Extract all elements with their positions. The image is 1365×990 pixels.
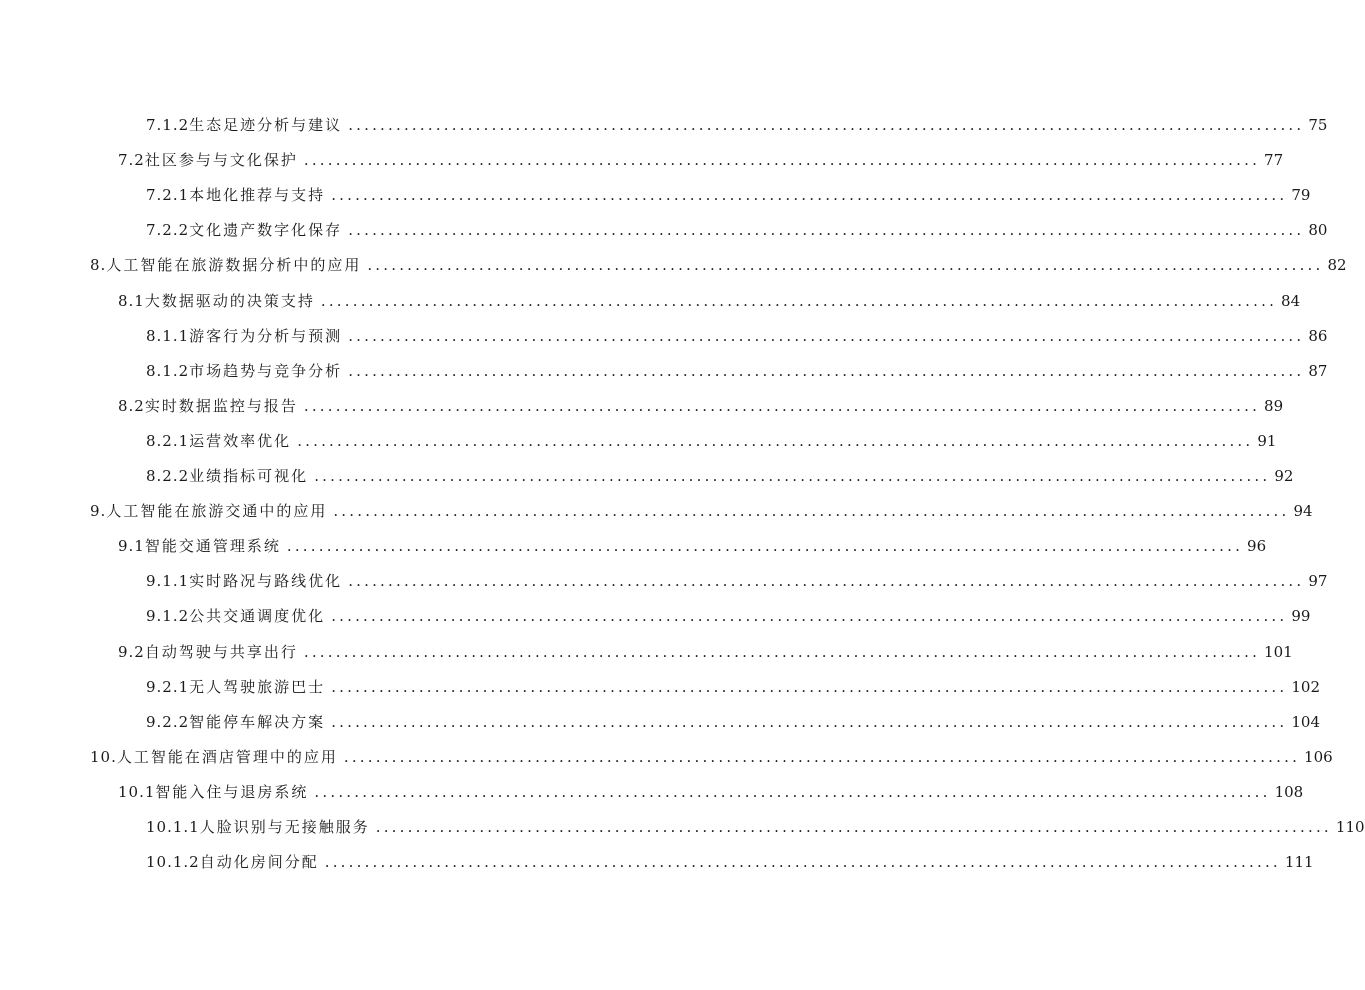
dot-leader: ........................................................................................................................ [286, 537, 1244, 556]
toc-entry-page-number: 108 [1274, 782, 1304, 801]
toc-entry-title: 智能交通管理系统 [144, 537, 281, 556]
dot-leader: ........................................................................................................................ [333, 502, 1290, 521]
toc-entry-title: 实时数据监控与报告 [144, 396, 298, 415]
toc-entry-number: 7.1.2 [146, 116, 190, 134]
toc-entry[interactable] [118, 642, 1293, 662]
toc-entry-page-number: 91 [1257, 431, 1277, 450]
toc-entry[interactable] [146, 712, 1320, 732]
toc-entry[interactable] [146, 220, 1328, 240]
dot-leader: ........................................................................................................................ [331, 677, 1288, 696]
toc-entry-title: 本地化推荐与支持 [189, 186, 326, 205]
toc-entry[interactable] [146, 431, 1277, 451]
toc-entry-page-number: 99 [1291, 607, 1311, 626]
toc-entry[interactable] [146, 606, 1311, 626]
toc-entry[interactable] [118, 782, 1304, 802]
toc-entry-page-number: 77 [1264, 151, 1284, 170]
dot-leader: ........................................................................................................................ [297, 431, 1254, 450]
toc-entry[interactable] [146, 326, 1328, 346]
toc-entry-number: 8.1.1 [146, 326, 190, 345]
toc-entry-number: 9.2 [118, 642, 145, 661]
toc-entry[interactable] [118, 291, 1301, 311]
toc-entry-page-number: 101 [1264, 642, 1293, 661]
dot-leader: ........................................................................................................................ [348, 572, 1305, 591]
toc-entry-number: 8. [90, 256, 107, 275]
toc-entry[interactable] [118, 396, 1284, 416]
toc-entry-page-number: 106 [1304, 747, 1333, 766]
toc-entry[interactable] [90, 255, 1347, 275]
toc-entry-title: 运营效率优化 [189, 431, 292, 450]
toc-entry-number: 9.1.1 [146, 572, 190, 591]
toc-entry-page-number: 82 [1327, 256, 1347, 275]
toc-entry-page-number: 92 [1274, 467, 1294, 485]
dot-leader: ........................................................................................................................ [348, 326, 1305, 345]
toc-entry-title: 生态足迹分析与建议 [189, 116, 343, 134]
toc-entry-title: 自动驾驶与共享出行 [144, 642, 298, 661]
dot-leader: ........................................................................................................................ [331, 186, 1288, 205]
toc-entry-number: 9. [90, 502, 107, 521]
toc-entry-title: 游客行为分析与预测 [189, 326, 343, 345]
toc-entry-number: 8.1.2 [146, 361, 190, 380]
toc-entry-title: 大数据驱动的决策支持 [144, 291, 315, 310]
dot-leader: ........................................................................................................................ [303, 396, 1261, 415]
dot-leader: ........................................................................................................................ [348, 361, 1305, 380]
toc-entry-title: 人脸识别与无接触服务 [199, 818, 370, 836]
toc-entry-number: 10. [90, 747, 117, 766]
toc-entry-page-number: 97 [1308, 572, 1328, 591]
toc-entry-number: 9.2.1 [146, 677, 190, 696]
toc-entry[interactable] [118, 150, 1284, 170]
toc-entry-page-number: 96 [1247, 537, 1267, 556]
toc-entry-title: 社区参与与文化保护 [144, 151, 298, 170]
toc-entry-number: 8.2.2 [146, 467, 190, 485]
toc-entry[interactable] [146, 185, 1311, 205]
toc-entry-number: 8.2 [118, 396, 145, 415]
toc-entry-title: 智能停车解决方案 [189, 712, 326, 731]
toc-entry-title: 无人驾驶旅游巴士 [189, 677, 326, 696]
toc-entry-title: 实时路况与路线优化 [189, 572, 343, 591]
toc-entry-title: 文化遗产数字化保存 [189, 221, 343, 240]
toc-entry[interactable] [146, 361, 1328, 381]
toc-entry-number: 10.1 [118, 782, 156, 801]
toc-entry-number: 9.1 [118, 537, 145, 556]
toc-entry-number: 9.1.2 [146, 607, 190, 626]
toc-entry-title: 公共交通调度优化 [189, 607, 326, 626]
dot-leader: ........................................................................................................................ [331, 712, 1288, 731]
toc-entry-page-number: 84 [1281, 291, 1301, 310]
toc-entry[interactable] [146, 852, 1314, 872]
dot-leader: ........................................................................................................................ [343, 747, 1301, 766]
dot-leader: ........................................................................................................................ [314, 467, 1271, 485]
toc-entry-page-number: 86 [1308, 326, 1328, 345]
dot-leader: ........................................................................................................................ [331, 607, 1288, 626]
toc-entry-page-number: 111 [1284, 853, 1314, 872]
toc-entry-title: 市场趋势与竞争分析 [189, 361, 343, 380]
toc-entry[interactable] [90, 501, 1313, 521]
dot-leader: ........................................................................................................................ [303, 151, 1261, 170]
toc-entry-page-number: 87 [1308, 361, 1328, 380]
toc-entry[interactable] [146, 677, 1320, 697]
toc-entry-title: 人工智能在酒店管理中的应用 [116, 747, 338, 766]
toc-entry[interactable] [118, 536, 1267, 556]
toc-entry-number: 8.2.1 [146, 431, 190, 450]
toc-entry-page-number: 75 [1308, 116, 1328, 134]
toc-entry-number: 10.1.2 [146, 853, 200, 872]
toc-entry-number: 10.1.1 [146, 818, 200, 836]
dot-leader: ........................................................................................................................ [367, 256, 1324, 275]
dot-leader: ........................................................................................................................ [324, 853, 1281, 872]
toc-entry-title: 人工智能在旅游交通中的应用 [106, 502, 328, 521]
toc-entry-number: 7.2.1 [146, 186, 190, 205]
toc-entry-number: 7.2.2 [146, 221, 190, 240]
dot-leader: ........................................................................................................................ [348, 116, 1305, 134]
toc-entry-page-number: 94 [1293, 502, 1313, 521]
toc-entry-number: 8.1 [118, 291, 145, 310]
toc-entry[interactable] [146, 817, 1365, 837]
toc-entry-number: 9.2.2 [146, 712, 190, 731]
toc-entry[interactable] [146, 571, 1328, 591]
toc-entry-title: 自动化房间分配 [199, 853, 319, 872]
toc-entry-page-number: 110 [1335, 818, 1365, 836]
toc-entry-title: 业绩指标可视化 [189, 467, 309, 485]
dot-leader: ........................................................................................................................ [303, 642, 1261, 661]
toc-entry[interactable] [146, 115, 1328, 135]
dot-leader: ........................................................................................................................ [375, 818, 1332, 836]
dot-leader: ........................................................................................................................ [320, 291, 1278, 310]
toc-entry-title: 智能入住与退房系统 [155, 782, 309, 801]
toc-entry-page-number: 79 [1291, 186, 1311, 205]
toc-entry-page-number: 89 [1264, 396, 1284, 415]
toc-entry-page-number: 80 [1308, 221, 1328, 240]
toc-entry[interactable] [90, 747, 1333, 767]
toc-entry-page-number: 104 [1291, 712, 1320, 731]
toc-entry[interactable] [146, 466, 1294, 486]
dot-leader: ........................................................................................................................ [314, 782, 1271, 801]
toc-entry-title: 人工智能在旅游数据分析中的应用 [106, 256, 362, 275]
dot-leader: ........................................................................................................................ [348, 221, 1305, 240]
toc-entry-page-number: 102 [1291, 677, 1320, 696]
toc-entry-number: 7.2 [118, 151, 145, 170]
